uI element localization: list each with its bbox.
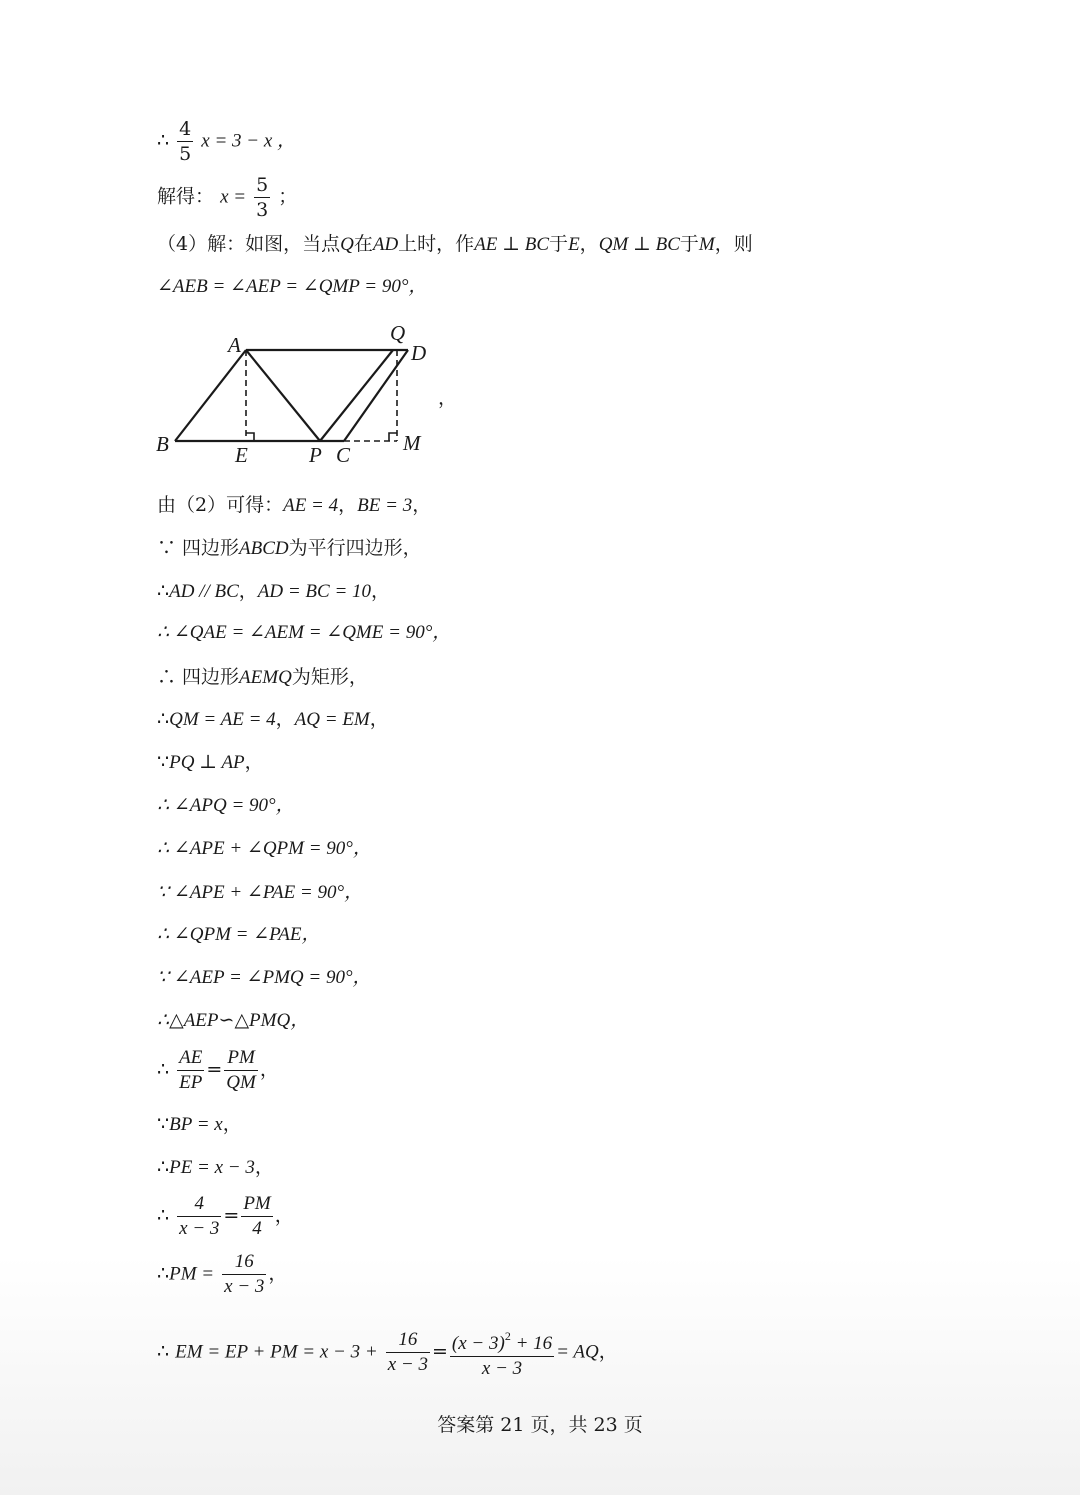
step-pe: ∴PE = x − 3，	[157, 1156, 274, 1178]
page-footer: 答案第 21 页，共 23 页	[437, 1414, 643, 1436]
step-ratio-4: ∴ $\frac{4}{x - 3}$ = $\frac{PM}{4}$ ，	[157, 1193, 294, 1239]
label-m: M	[403, 431, 421, 455]
label-e: E	[235, 443, 248, 467]
segment-ba	[175, 350, 246, 441]
step-ape-qpm: ∴ ∠APE + ∠QPM = 90°，	[157, 838, 372, 859]
fraction-pm-qm: $\frac{PM}{QM}$	[226, 1047, 256, 1093]
part-4-intro: （4）解：如图，当点Q在AD上时，作AE ⊥ BC于E，QM ⊥ BC于M，则	[157, 233, 753, 255]
segment-pq	[320, 350, 393, 441]
fraction-16-x-3-b: $\frac{16}{x - 3}$	[387, 1329, 428, 1375]
step-similar-triangles: ∴△AEP∽△PMQ，	[157, 1010, 310, 1031]
label-q: Q	[390, 321, 406, 345]
step-pm-value: ∴PM = $\frac{16}{x - 3}$ ，	[157, 1251, 288, 1297]
fraction-4-x-3: $\frac{4}{x - 3}$	[179, 1193, 220, 1239]
step-bp-x: ∵BP = x，	[157, 1113, 242, 1135]
fraction-ae-ep: $\frac{AE}{EP}$	[179, 1047, 203, 1093]
step-angles-qae: ∴ ∠QAE = ∠AEM = ∠QME = 90°，	[157, 622, 452, 643]
label-a: A	[228, 333, 241, 357]
label-p: P	[309, 443, 322, 467]
fraction-4-5: $\frac{4}{5}$	[179, 118, 192, 165]
step-ape-pae: ∵ ∠APE + ∠PAE = 90°，	[157, 882, 364, 903]
right-angle-mark-m	[389, 433, 397, 441]
geometry-figure	[150, 318, 460, 468]
fraction-5-3: $\frac{5}{3}$	[256, 174, 269, 221]
step-parallelogram: ∵ 四边形ABCD为平行四边形，	[157, 537, 422, 559]
fraction-16-x-3: $\frac{16}{x - 3}$	[224, 1251, 265, 1297]
step-right-angles: ∠AEB = ∠AEP = ∠QMP = 90°，	[157, 276, 428, 297]
fraction-pm-4: $\frac{PM}{4}$	[243, 1193, 271, 1239]
step-rectangle: ∴ 四边形AEMQ为矩形，	[157, 666, 368, 688]
step-em-aq: ∴ EM = EP + PM = x − 3 + $\frac{16}{x - 3}$ = $\frac{(x - 3)^2 + 16}{x - 3}$ = AQ，	[157, 1324, 618, 1381]
step-eq-4-5x: ∴ $\frac{4}{5}$ x = 3 − x ，	[157, 118, 297, 165]
step-apq-90: ∴ ∠APQ = 90°，	[157, 795, 295, 816]
step-from-part-2: 由（2）可得：AE = 4，BE = 3，	[157, 494, 432, 516]
step-ad-parallel-bc: ∴AD // BC，AD = BC = 10，	[157, 580, 391, 602]
step-ratio-ae-ep: ∴ $\frac{AE}{EP}$ = $\frac{PM}{QM}$ ，	[157, 1047, 279, 1093]
figure-trailing-comma: ，	[438, 387, 458, 409]
label-d: D	[411, 341, 427, 365]
step-aep-pmq: ∵ ∠AEP = ∠PMQ = 90°，	[157, 967, 372, 988]
segment-cd	[344, 350, 408, 441]
right-angle-mark-e	[246, 433, 254, 441]
step-pq-perp-ap: ∵PQ ⊥ AP，	[157, 751, 264, 773]
segment-ap	[246, 350, 320, 441]
step-qpm-pae: ∴ ∠QPM = ∠PAE，	[157, 924, 321, 945]
fraction-sum: $\frac{(x - 3)^2 + 16}{x - 3}$	[450, 1324, 554, 1381]
label-c: C	[336, 443, 351, 467]
step-qm-ae: ∴QM = AE = 4，AQ = EM，	[157, 708, 389, 730]
therefore-symbol: ∴	[157, 129, 170, 152]
step-solve-x: 解得： x = $\frac{5}{3}$ ；	[157, 174, 298, 221]
label-b: B	[156, 432, 169, 456]
